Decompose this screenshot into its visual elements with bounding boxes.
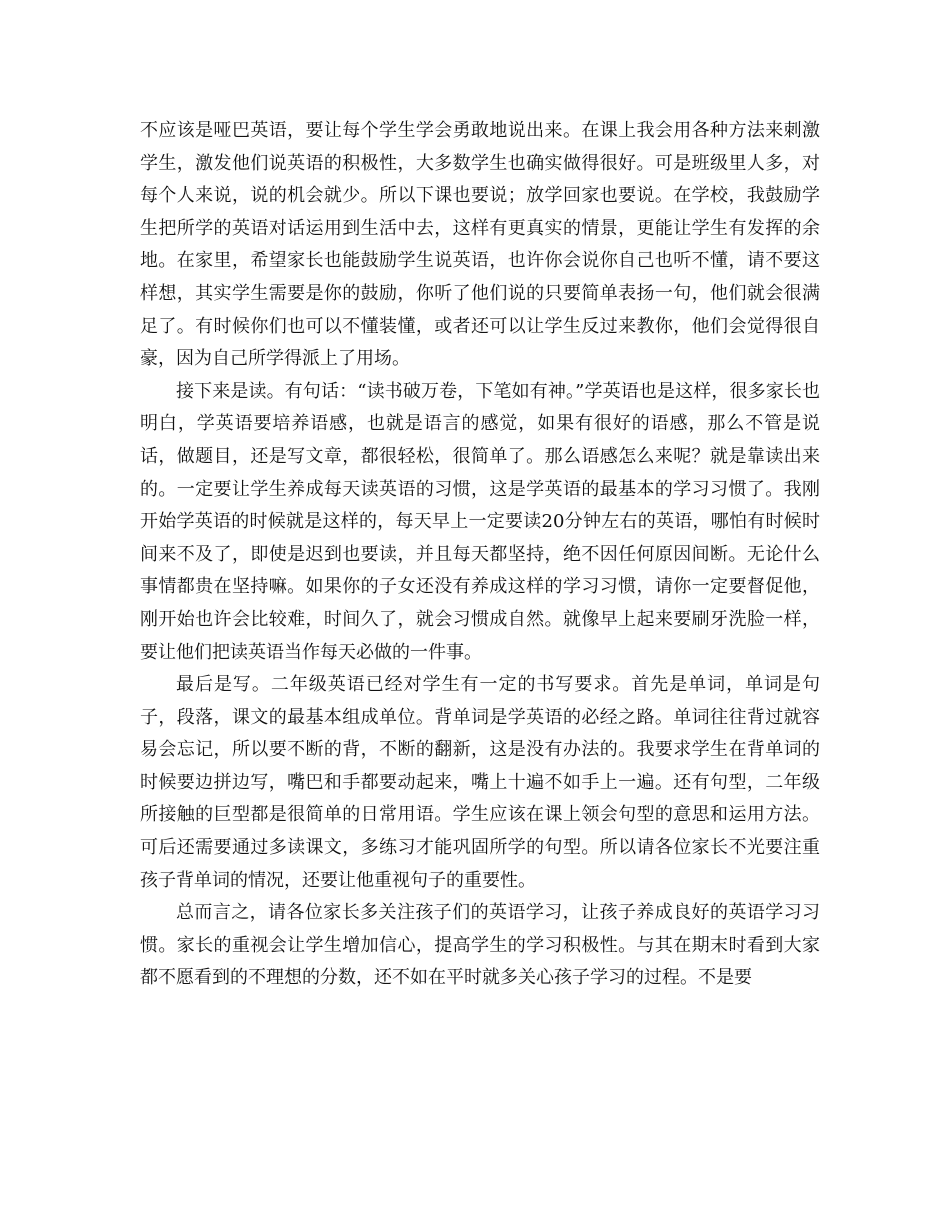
paragraph-reading: 接下来是读。有句话：“读书破万卷，下笔如有神。”学英语也是这样，很多家长也明白，学英语要培养语感，也就是语言的感觉，如果有很好的语感，那么不管是说话，做题目，还是写文章，都很轻松，很简单了。那么语感怎么来呢？就是靠读出来的。一定要让学生养成每天读英语的习惯，这是学英语的最基本的学习习惯了。我刚开始学英语的时候就是这样的，每天早上一定要读20分钟左右的英语，哪怕有时候时间来不及了，即使是迟到也要读，并且每天都坚持，绝不因任何原因间断。无论什么事情都贵在坚持嘛。如果你的子女还没有养成这样的学习习惯，请你一定要督促他，刚开始也许会比较难，时间久了，就会习惯成自然。就像早上起来要刷牙洗脸一样，要让他们把读英语当作每天必做的一件事。: [140, 380, 820, 663]
paragraph-conclusion: 总而言之，请各位家长多关注孩子们的英语学习，让孩子养成良好的英语学习习惯。家长的重视会让学生增加信心，提高学生的学习积极性。与其在期末时看到大家都不愿看到的不理想的分数，还不如在平时就多关心孩子学习的过程。不是要: [140, 902, 820, 989]
document-body: [140, 115, 820, 995]
paragraph-speaking: 不应该是哑巴英语，要让每个学生学会勇敢地说出来。在课上我会用各种方法来刺激学生，激发他们说英语的积极性，大多数学生也确实做得很好。可是班级里人多，对每个人来说，说的机会就少。所以下课也要说；放学回家也要说。在学校，我鼓励学生把所学的英语对话运用到生活中去，这样有更真实的情景，更能让学生有发挥的余地。在家里，希望家长也能鼓励学生说英语，也许你会说你自己也听不懂，请不要这样想，其实学生需要是你的鼓励，你听了他们说的只要简单表扬一句，他们就会很满足了。有时候你们也可以不懂装懂，或者还可以让学生反过来教你，他们会觉得很自豪，因为自己所学得派上了用场。: [140, 120, 820, 370]
paragraph-writing: 最后是写。二年级英语已经对学生有一定的书写要求。首先是单词，单词是句子，段落，课文的最基本组成单位。背单词是学英语的必经之路。单词往往背过就容易会忘记，所以要不断的背，不断的翻新，这是没有办法的。我要求学生在背单词的时候要边拼边写，嘴巴和手都要动起来，嘴上十遍不如手上一遍。还有句型，二年级所接触的巨型都是很简单的日常用语。学生应该在课上领会句型的意思和运用方法。可后还需要通过多读课文，多练习才能巩固所学的句型。所以请各位家长不光要注重孩子背单词的情况，还要让他重视句子的重要性。: [140, 674, 820, 891]
